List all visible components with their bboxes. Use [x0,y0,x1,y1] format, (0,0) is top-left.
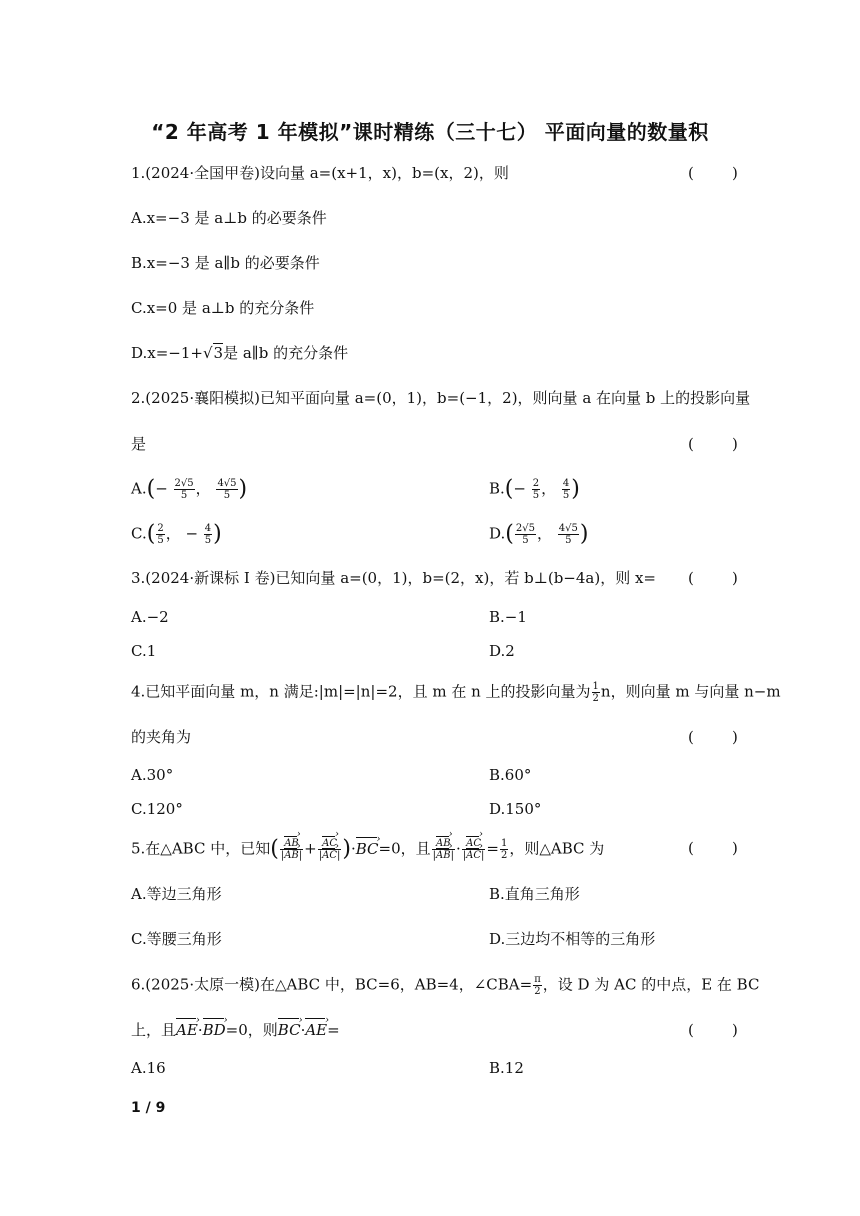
page-title: “2 年高考 1 年模拟”课时精练（三十七） 平面向量的数量积 [151,120,709,144]
q2-stem-line2: 是 [131,435,147,453]
q3-option-d: D.2 [489,642,515,660]
q2-option-a: A.(− $\frac{2√5}{5}$ ， $\frac{4√5}{5}$ ) [131,476,248,502]
q4-answer-blank: ( ) [688,728,738,746]
q1-answer-blank: ( ) [688,164,738,182]
q2-b-label: B. [489,479,505,498]
q1-option-d [131,343,348,363]
page-number: 1 / 9 [131,1100,166,1116]
q4-stem-post: n，则向量 m 与向量 n−m [600,682,781,701]
q2-d-label: D. [489,524,506,543]
q1-d-post: 是 a∥b 的充分条件 [223,344,349,362]
q5-option-d: D.三边均不相等的三角形 [489,930,656,948]
q2-answer-blank: ( ) [688,435,738,453]
q6-stem-line2: 上，且AE ›·BD ›=0，则BC ›·AE ›= [131,1020,340,1040]
q5-stem-post: ，则△ABC 为 [509,839,605,858]
q1-stem: 1.(2024·全国甲卷)设向量 a=(x+1，x)，b=(x，2)，则 [131,164,509,182]
q5-stem: 5.在△ABC 中，已知( $\frac{AB ›}{|AB ›|}$ + $\frac{AC ›}{|AC ›|}$ )·BC ›=0，且 $\frac{AB ›}{|AB ›|}$ · $\frac{AC ›}{|AC ›|}$ = $\frac{1}{2}$ ，则△ABC 为 [131,838,604,861]
q5-answer-blank: ( ) [688,839,738,857]
q2-option-d: D.( $\frac{2√5}{5}$ ， $\frac{4√5}{5}$ ) [489,521,589,547]
q2-c-label: C. [131,524,147,543]
q1-option-c: C.x=0 是 a⊥b 的充分条件 [131,299,315,317]
q6-stem2-pre: 上，且 [131,1021,177,1039]
sqrt-symbol: √ [202,344,213,362]
q2-option-b: B.(− $\frac{2}{5}$ ， $\frac{4}{5}$ ) [489,476,580,502]
q6-option-a: A.16 [131,1059,166,1077]
q3-stem: 3.(2024·新课标 I 卷)已知向量 a=(0，1)，b=(2，x)，若 b⊥(b−4a)，则 x= [131,569,657,587]
q1-option-a: A.x=−3 是 a⊥b 的必要条件 [131,209,327,227]
q6-stem-pre: 6.(2025·太原一模)在△ABC 中，BC=6，AB=4，∠CBA= [131,975,533,994]
q3-answer-blank: ( ) [688,569,738,587]
q6-option-b: B.12 [489,1059,524,1077]
q4-stem-pre: 4.已知平面向量 m，n 满足:|m|=|n|=2，且 m 在 n 上的投影向量为 [131,682,591,701]
q2-a-label: A. [131,479,147,498]
q5-option-b: B.直角三角形 [489,885,580,903]
q5-option-c: C.等腰三角形 [131,930,222,948]
q6-stem2-mid: =0，则 [225,1021,278,1039]
q4-option-d: D.150° [489,800,542,818]
q1-d-root: 3 [213,344,224,362]
q6-answer-blank: ( ) [688,1021,738,1039]
q6-stem2-post: = [327,1021,340,1039]
q1-option-b: B.x=−3 是 a∥b 的必要条件 [131,254,320,272]
q2-option-c: C.( $\frac{2}{5}$ ， − $\frac{4}{5}$ ) [131,521,222,547]
q4-option-c: C.120° [131,800,183,818]
q5-stem-pre: 5.在△ABC 中，已知 [131,839,271,858]
q3-option-a: A.−2 [131,608,169,626]
q4-stem-line2: 的夹角为 [131,728,192,746]
q4-option-a: A.30° [131,766,174,784]
q1-d-pre: D.x=−1+ [131,344,203,362]
q2-stem-line1: 2.(2025·襄阳模拟)已知平面向量 a=(0，1)，b=(−1，2)，则向量 a 在向量 b 上的投影向量 [131,389,751,407]
q5-option-a: A.等边三角形 [131,885,222,903]
q6-stem-post: ，设 D 为 AC 的中点，E 在 BC [542,975,760,994]
q3-option-c: C.1 [131,642,157,660]
q4-stem-line1: 4.已知平面向量 m，n 满足:|m|=|n|=2，且 m 在 n 上的投影向量为 $\frac{1}{2}$ n，则向量 m 与向量 n−m [131,681,781,704]
q6-stem-line1: 6.(2025·太原一模)在△ABC 中，BC=6，AB=4，∠CBA= $\frac{\pi}{2}$ ，设 D 为 AC 的中点，E 在 BC [131,974,760,997]
q4-option-b: B.60° [489,766,532,784]
q3-option-b: B.−1 [489,608,527,626]
